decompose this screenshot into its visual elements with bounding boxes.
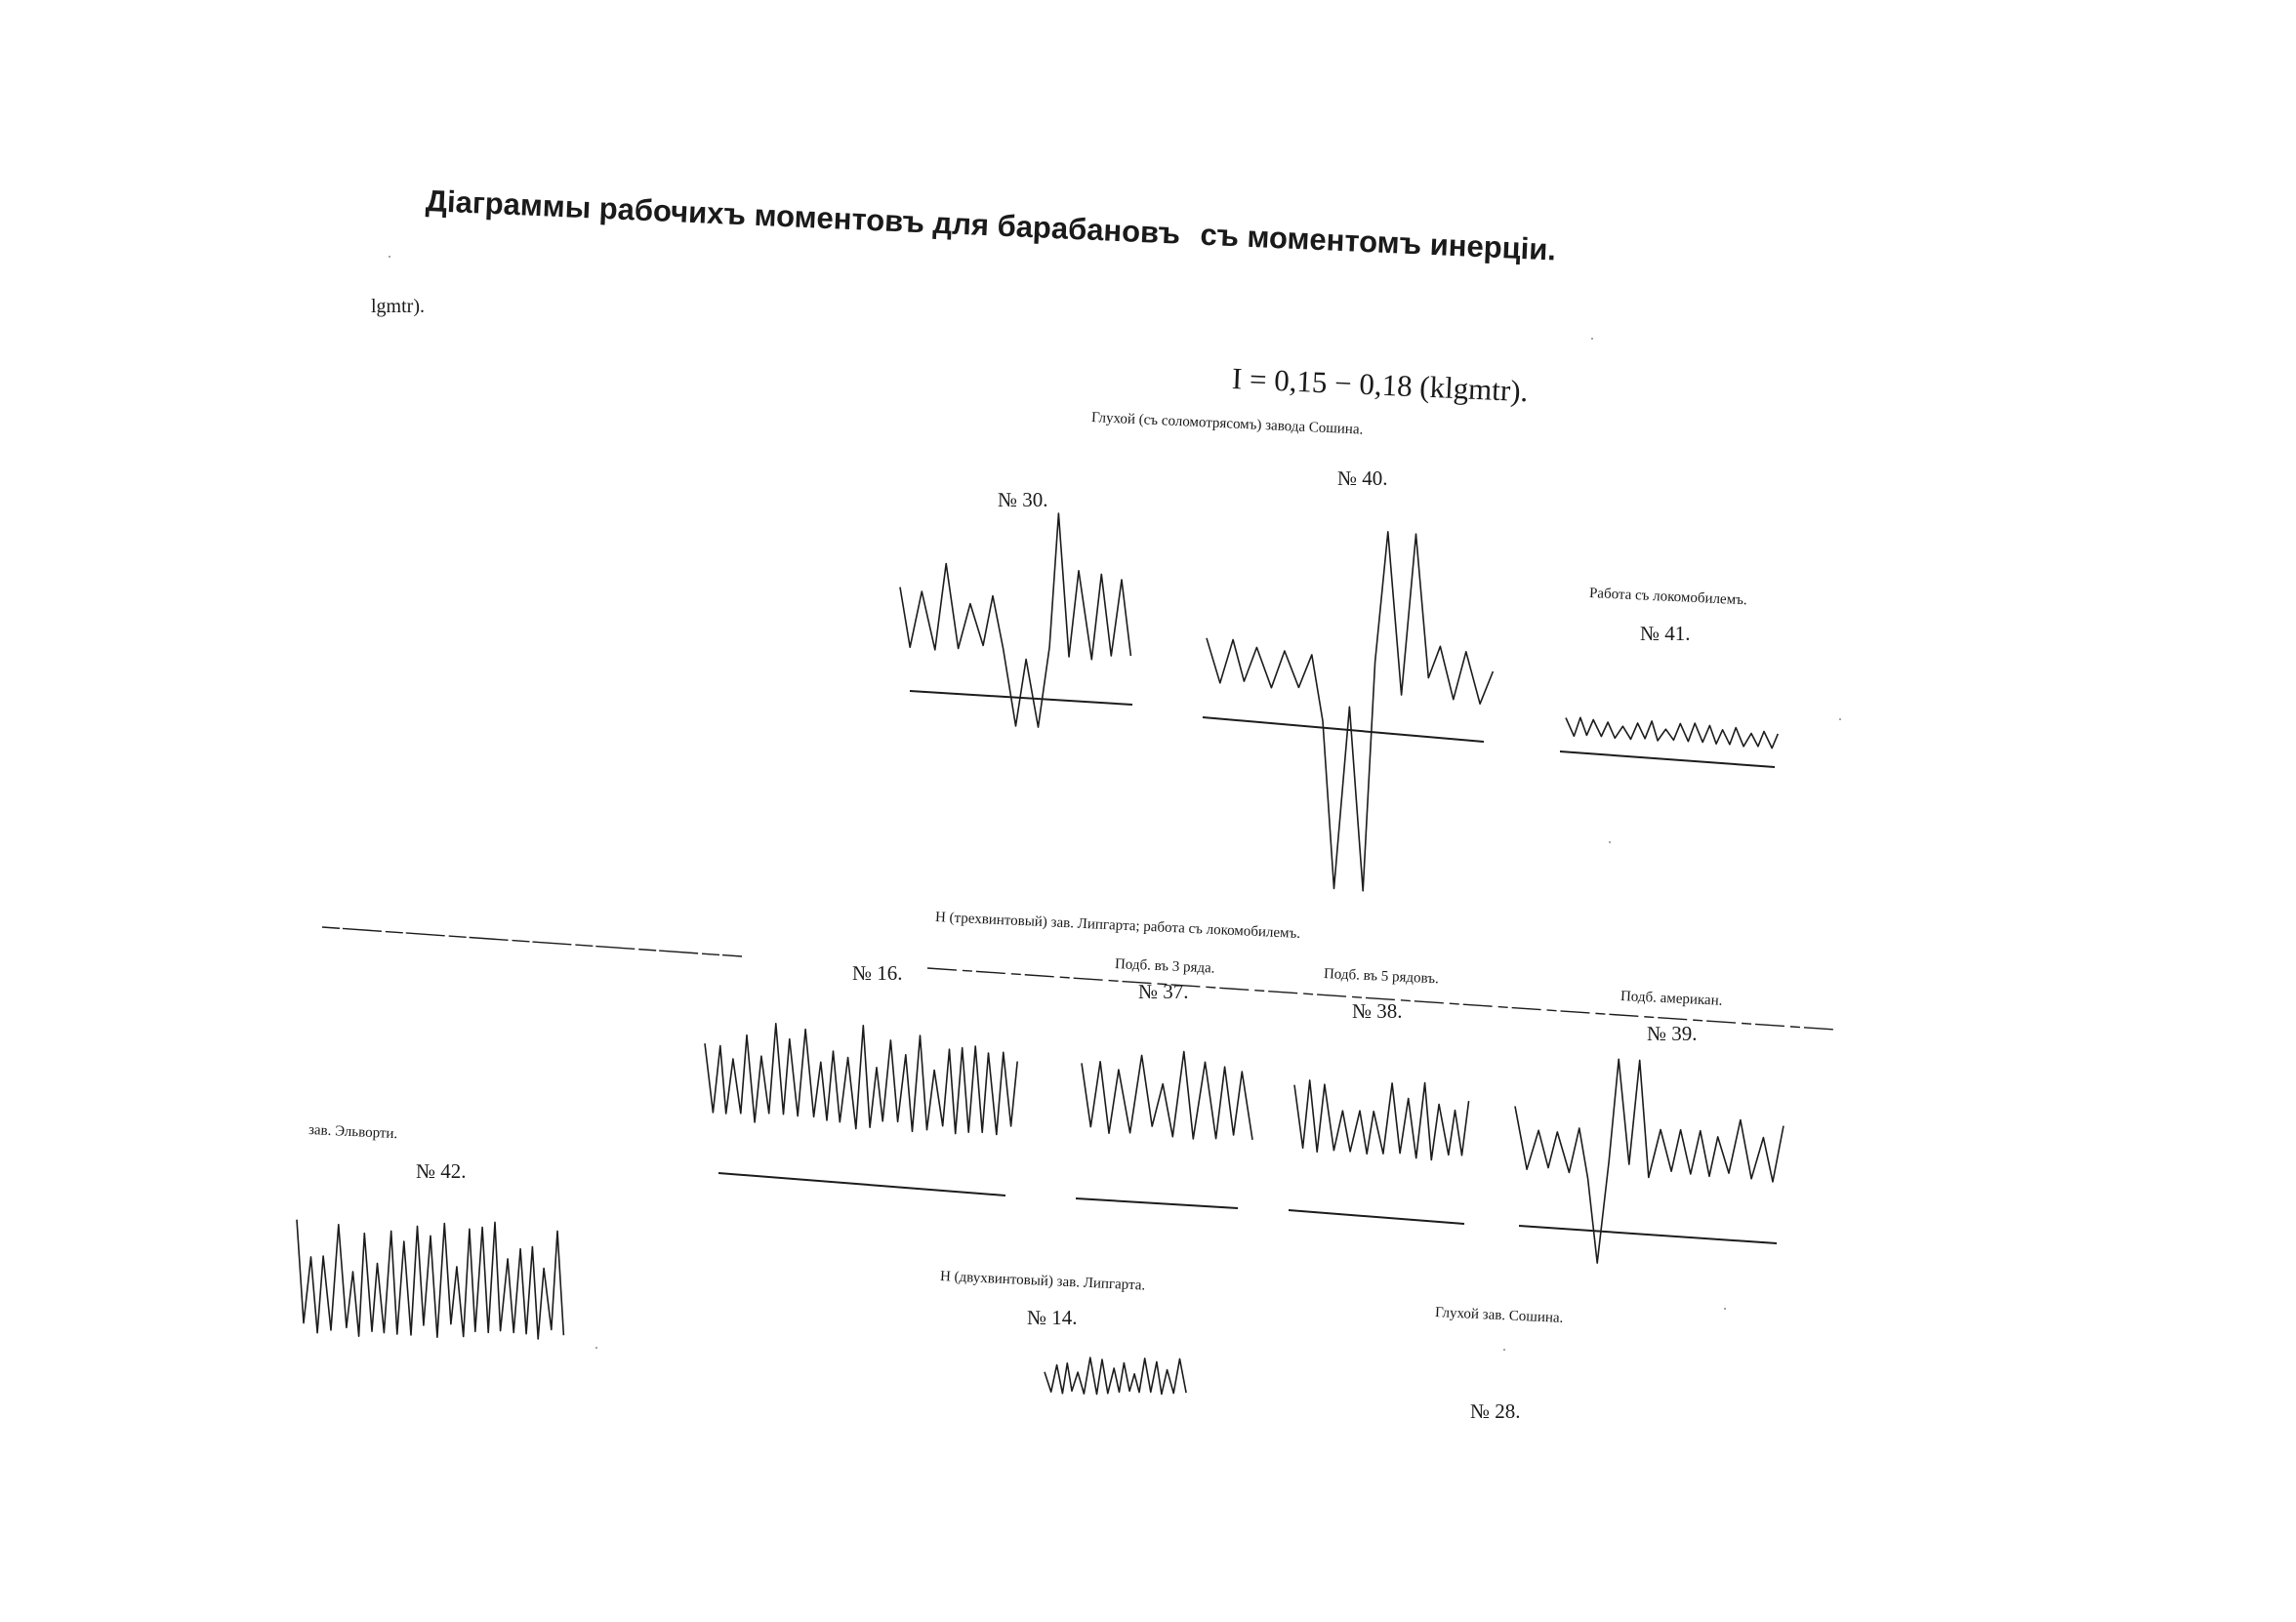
diagram-number-38: № 38. (1352, 999, 1403, 1023)
caption-podb-5: Подб. въ 5 рядовъ. (1323, 966, 1440, 988)
diagram-number-39: № 39. (1647, 1022, 1698, 1045)
diagram-number-30: № 30. (998, 488, 1048, 511)
baseline-diagram-38 (1289, 1210, 1464, 1224)
diagram-number-16: № 16. (852, 961, 903, 985)
separator-line-left (322, 927, 742, 956)
diagram-number-42: № 42. (416, 1159, 467, 1183)
caption-podb-amer: Подб. американ. (1620, 989, 1723, 1009)
trace-diagram-42 (297, 1220, 563, 1339)
diagram-number-40: № 40. (1337, 466, 1388, 490)
inertia-formula: I = 0,15 − 0,18 (klgmtr). (1231, 361, 1530, 409)
caption-locomobile-41: Работа съ локомобилемъ. (1588, 586, 1747, 609)
diagram-number-28: № 28. (1470, 1399, 1521, 1423)
baseline-diagram-41 (1560, 751, 1775, 767)
trace-diagram-37 (1082, 1052, 1252, 1140)
trace-diagram-38 (1294, 1080, 1469, 1160)
title-line2: съ моментомъ инерціи. (1199, 217, 1557, 267)
trace-diagram-41 (1566, 717, 1778, 748)
caption-podb-3: Подб. въ 3 ряда. (1114, 956, 1215, 977)
baseline-diagram-39 (1519, 1226, 1777, 1243)
baseline-diagram-37 (1076, 1198, 1238, 1208)
title-line1: Діаграммы рабочихъ моментовъ для барабановъ (425, 183, 1181, 251)
trace-diagram-16 (705, 1024, 1017, 1135)
diagram-number-41: № 41. (1640, 622, 1691, 645)
left-fragment-text: lgmtr). (371, 296, 425, 317)
baseline-diagram-16 (718, 1173, 1005, 1196)
trace-diagram-30 (900, 513, 1130, 727)
caption-sochina-bottom: Глухой зав. Сошина. (1434, 1305, 1564, 1326)
separator-line-right (927, 968, 1835, 1030)
trace-diagram-39 (1515, 1059, 1784, 1263)
caption-elworthy: зав. Эльворти. (308, 1122, 398, 1143)
trace-diagram-40 (1207, 532, 1493, 891)
trace-diagram-14 (1045, 1358, 1186, 1395)
diagram-number-14: № 14. (1027, 1306, 1078, 1329)
diagram-number-37: № 37. (1138, 980, 1189, 1003)
caption-lippgart-three: Н (трехвинтовый) зав. Липгарта; работа съ локомобилемъ. (934, 910, 1301, 942)
caption-lippgart-two: Н (двухвинтовый) зав. Липгарта. (939, 1269, 1146, 1294)
baseline-diagram-40 (1203, 717, 1484, 742)
caption-sochina-top: Глухой (съ соломотрясомъ) завода Сошина. (1090, 410, 1364, 438)
